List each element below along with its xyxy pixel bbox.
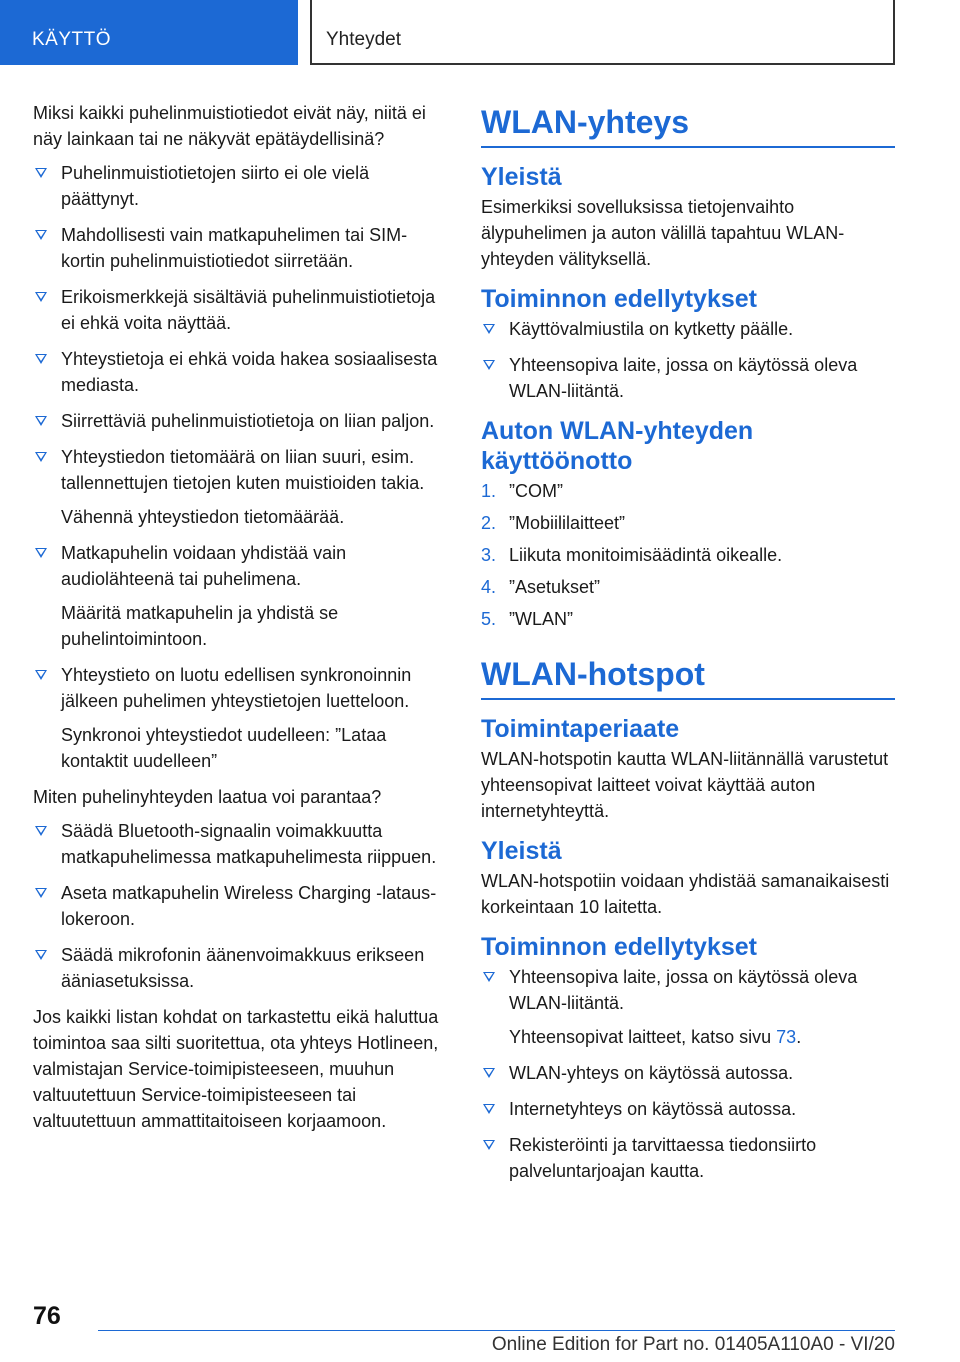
step-item: 4. ”Asetukset”	[481, 577, 601, 597]
triangle-bullet-icon	[35, 888, 47, 898]
list-item: Siirrettäviä puhelinmuistiotietoja on liian paljon.	[33, 408, 448, 434]
list-item: Käyttövalmiustila on kytketty päälle.	[481, 316, 895, 342]
triangle-bullet-icon	[35, 168, 47, 178]
list-item: Mahdollisesti vain matkapuhelimen tai SIM-kortin puhelinmuistiotiedot siirretään.	[33, 222, 448, 274]
list-item: Rekisteröinti ja tarvittaessa tiedonsiirto palveluntarjoajan kautta.	[481, 1132, 895, 1184]
triangle-bullet-icon	[35, 416, 47, 426]
wlan-hotspot-heading: WLAN-hotspot	[481, 652, 895, 700]
list-item: Erikoismerkkejä sisältäviä puhelinmuistiotietoja ei ehkä voita näyttää.	[33, 284, 448, 336]
list-item: Yhteystiedon tietomäärä on liian suuri, esim. tallennettujen tietojen kuten muistioiden takia. Vähennä yhteystiedon tietomäärää.	[33, 444, 448, 530]
triangle-bullet-icon	[483, 1104, 495, 1114]
list-item: Yhteensopiva laite, jossa on käytössä oleva WLAN-liitäntä. Yhteensopivat laitteet, katso sivu 73.	[481, 964, 895, 1050]
left-column	[33, 100, 448, 1134]
requirements2-list	[481, 964, 895, 1184]
requirements-list	[481, 316, 895, 404]
list-item: Puhelinmuistiotietojen siirto ei ole vielä päättynyt.	[33, 160, 448, 212]
triangle-bullet-icon	[35, 452, 47, 462]
general2-text: WLAN-hotspotiin voidaan yhdistää samanaikaisesti korkeintaan 10 laitetta.	[481, 871, 890, 917]
triangle-bullet-icon	[35, 354, 47, 364]
triangle-bullet-icon	[35, 826, 47, 836]
chapter-label: Yhteydet	[326, 29, 401, 50]
list-item: Matkapuhelin voidaan yhdistää vain audiolähteenä tai puhelimena. Määritä matkapuhelin ja yhdistä se puhelintoimintoon.	[33, 540, 448, 652]
section-tab[interactable]	[0, 0, 298, 65]
closing-paragraph: Jos kaikki listan kohdat on tarkastettu eikä haluttua toimintoa saa silti suoritettua, ota yhteys Hotlineen, valmistajan Service-toimipisteeseen, muuhun valtuutettuun Service-toimipisteeseen tai valtuutettuun ammattitaitoiseen korjaamoon.	[33, 1007, 439, 1131]
intro-question: Miksi kaikki puhelinmuistiotiedot eivät näy, niitä ei näy lainkaan tai ne näkyvät epätäydellisinä?	[33, 103, 426, 149]
step-item: 5. ”WLAN”	[481, 609, 573, 629]
general-text: Esimerkiksi sovelluksissa tietojenvaihto älypuhelimen ja auton välillä tapahtuu WLAN-yhteyden välityksellä.	[481, 197, 845, 269]
triangle-bullet-icon	[483, 972, 495, 982]
triangle-bullet-icon	[483, 1140, 495, 1150]
triangle-bullet-icon	[35, 548, 47, 558]
right-column	[481, 100, 895, 1194]
triangle-bullet-icon	[35, 670, 47, 680]
step-item: 3. Liikuta monitoimisäädintä oikealle.	[481, 545, 783, 565]
list-item: Internetyhteys on käytössä autossa.	[481, 1096, 895, 1122]
list-item: Säädä mikrofonin äänenvoimakkuus erikseen ääniasetuksissa.	[33, 942, 448, 994]
list-item: Yhteensopiva laite, jossa on käytössä oleva WLAN-liitäntä.	[481, 352, 895, 404]
list-item: WLAN-yhteys on käytössä autossa.	[481, 1060, 895, 1086]
footer-divider	[98, 1330, 895, 1331]
list-item-remedy: Vähennä yhteystiedon tietomäärää.	[61, 507, 345, 527]
step-item: 1. ”COM”	[481, 481, 563, 501]
triangle-bullet-icon	[483, 1068, 495, 1078]
list-item: Säädä Bluetooth-signaalin voimakkuutta matkapuhelimessa matkapuhelimesta riippuen.	[33, 818, 448, 870]
page-number: 76	[33, 1302, 61, 1330]
wlan-connection-heading: WLAN-yhteys	[481, 100, 895, 148]
triangle-bullet-icon	[35, 292, 47, 302]
setup-heading: Auton WLAN-yhteyden käyttöönotto	[481, 417, 754, 475]
requirements-heading: Toiminnon edellytykset	[481, 285, 757, 313]
step-item: 2. ”Mobiililaitteet”	[481, 513, 626, 533]
causes-list	[33, 160, 448, 774]
triangle-bullet-icon	[483, 324, 495, 334]
section-label: KÄYTTÖ	[32, 29, 112, 50]
page-73-link[interactable]: 73	[776, 1027, 797, 1047]
edition-footer: Online Edition for Part no. 01405A110A0 - VI/20	[491, 1334, 895, 1355]
list-item: Aseta matkapuhelin Wireless Charging -latauslokeroon.	[33, 880, 448, 932]
general-heading: Yleistä	[481, 163, 562, 191]
triangle-bullet-icon	[35, 230, 47, 240]
list-item-remedy: Määritä matkapuhelin ja yhdistä se puhelintoimintoon.	[61, 603, 339, 649]
principle-text: WLAN-hotspotin kautta WLAN-liitännällä varustetut yhteensopivat laitteet voivat käyttää auton internetyhteyttä.	[481, 749, 889, 821]
requirements2-heading: Toiminnon edellytykset	[481, 933, 757, 961]
triangle-bullet-icon	[483, 360, 495, 370]
general2-heading: Yleistä	[481, 837, 562, 865]
triangle-bullet-icon	[35, 950, 47, 960]
quality-question: Miten puhelinyhteyden laatua voi parantaa?	[33, 787, 382, 807]
list-item-remedy: Synkronoi yhteystiedot uudelleen: ”Lataa kontaktit uudelleen”	[61, 725, 387, 771]
quality-tips-list	[33, 818, 448, 994]
principle-heading: Toimintaperiaate	[481, 715, 680, 743]
list-item: Yhteystietoja ei ehkä voida hakea sosiaalisesta mediasta.	[33, 346, 448, 398]
chapter-header	[310, 0, 895, 65]
list-item: Yhteystieto on luotu edellisen synkronoinnin jälkeen puhelimen yhteystietojen luetteloon. Synkronoi yhteystiedot uudelleen: ”Lataa kontaktit uudelleen”	[33, 662, 448, 774]
setup-steps	[481, 478, 895, 632]
list-item-note: Yhteensopivat laitteet, katso sivu 73.	[509, 1027, 802, 1047]
